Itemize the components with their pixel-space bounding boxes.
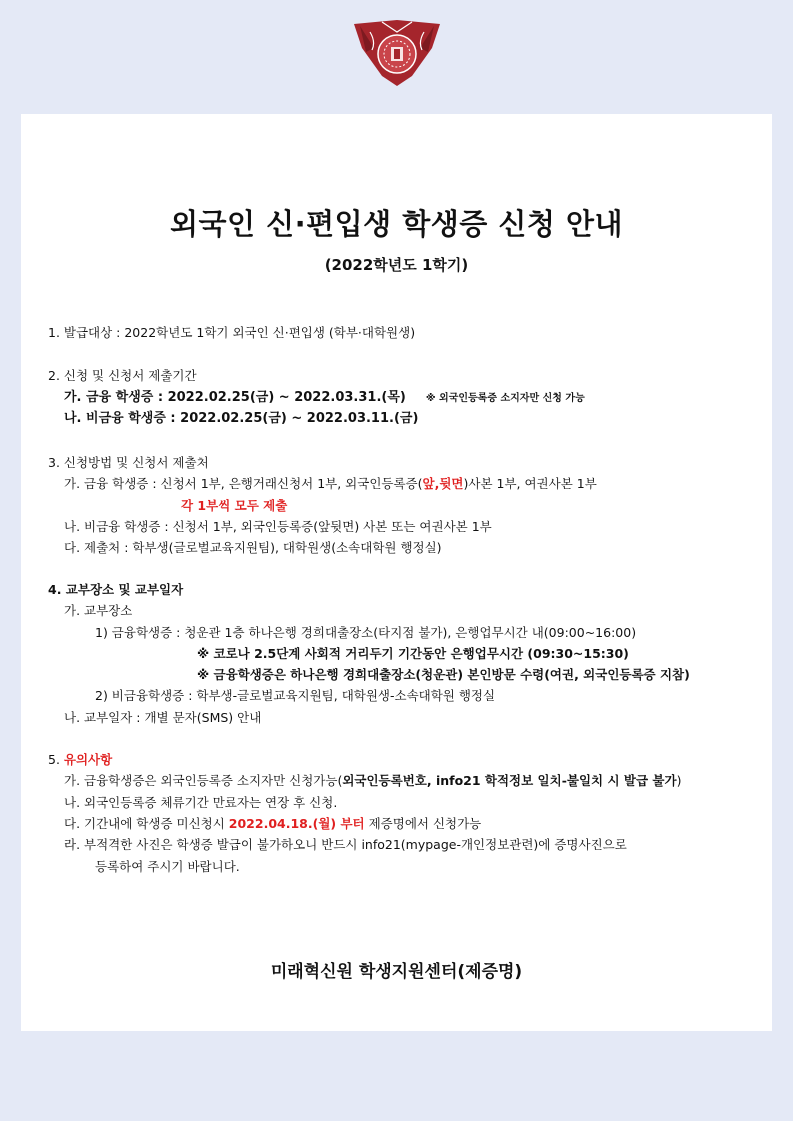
section-3-nonfinancial-docs: 나. 비금융 학생증 : 신청서 1부, 외국인등록증(앞뒷면) 사본 또는 여권사본 1부 bbox=[64, 519, 492, 534]
item-c-pre: 다. 기간내에 학생증 미신청시 bbox=[64, 816, 229, 831]
section-2-nonfinancial-period: 나. 비금융 학생증 : 2022.02.25(금) ~ 2022.03.11.(금) bbox=[64, 411, 419, 426]
section-4-place-label: 가. 교부장소 bbox=[64, 603, 133, 618]
document-page bbox=[21, 114, 772, 1031]
section-4-nonfinancial-place: 2) 비금융학생증 : 학부생-글로벌교육지원팀, 대학원생-소속대학원 행정실 bbox=[95, 688, 496, 703]
section-4-financial-place: 1) 금융학생증 : 청운관 1층 하나은행 경희대출장소(타지점 불가), 은행업무시간 내(09:00~16:00) bbox=[95, 625, 637, 640]
section-2-heading: 2. 신청 및 신청서 제출기간 bbox=[48, 368, 197, 383]
item-a-post: ) bbox=[676, 773, 682, 788]
financial-docs-pre: 가. 금융 학생증 : 신청서 1부, 은행거래신청서 1부, 외국인등록증( bbox=[64, 476, 423, 491]
section-4-covid-hours-note: ※ 코로나 2.5단계 사회적 거리두기 기간동안 은행업무시간 (09:30~15:30) bbox=[197, 646, 629, 661]
section-5-item-a bbox=[64, 772, 681, 790]
section-5-heading bbox=[48, 751, 112, 769]
item-a-bold: 외국인등록번호, info21 학적정보 일치-불일치 시 발급 불가 bbox=[342, 773, 677, 788]
section-3-submission-office: 다. 제출처 : 학부생(글로벌교육지원팀), 대학원생(소속대학원 행정실) bbox=[64, 540, 442, 555]
financial-period-note: ※ 외국인등록증 소지자만 신청 가능 bbox=[425, 393, 585, 404]
section-4-in-person-note: ※ 금융학생증은 하나은행 경희대출장소(청운관) 본인방문 수령(여권, 외국인등록증 지참) bbox=[197, 667, 690, 682]
issuer-footer: 미래혁신원 학생지원센터(제증명) bbox=[270, 962, 523, 982]
section-2-financial-period bbox=[64, 389, 585, 408]
document-subtitle: (2022학년도 1학기) bbox=[324, 256, 469, 274]
section-3-financial-docs bbox=[64, 475, 597, 493]
section-5-item-d-line1: 라. 부적격한 사진은 학생증 발급이 불가하오니 반드시 info21(mypage-개인정보관련)에 증명사진으로 bbox=[64, 837, 627, 852]
item-c-post: 제증명에서 신청가능 bbox=[364, 816, 482, 831]
university-emblem-icon bbox=[352, 18, 442, 88]
section-5-item-d-line2: 등록하여 주시기 바랍니다. bbox=[95, 859, 240, 874]
financial-docs-post: )사본 1부, 여권사본 1부 bbox=[463, 476, 597, 491]
item-a-pre: 가. 금융학생증은 외국인등록증 소지자만 신청가능( bbox=[64, 773, 343, 788]
financial-period-text: 가. 금융 학생증 : 2022.02.25(금) ~ 2022.03.31.(목) bbox=[64, 390, 406, 405]
financial-docs-highlight: 앞,뒷면 bbox=[422, 476, 464, 491]
section-3-heading: 3. 신청방법 및 신청서 제출처 bbox=[48, 455, 209, 470]
section-5-item-c bbox=[64, 815, 481, 833]
section-5-item-b: 나. 외국인등록증 체류기간 만료자는 연장 후 신청. bbox=[64, 795, 338, 810]
section-4-heading: 4. 교부장소 및 교부일자 bbox=[48, 582, 184, 597]
section-5-number: 5. bbox=[48, 752, 64, 767]
document-title: 외국인 신·편입생 학생증 신청 안내 bbox=[169, 207, 624, 241]
section-5-title: 유의사항 bbox=[63, 752, 113, 767]
section-1-eligibility: 1. 발급대상 : 2022학년도 1학기 외국인 신·편입생 (학부·대학원생) bbox=[48, 325, 416, 340]
section-3-submit-all-notice: 각 1부씩 모두 제출 bbox=[181, 498, 288, 513]
item-c-date: 2022.04.18.(월) 부터 bbox=[228, 816, 365, 831]
section-4-date: 나. 교부일자 : 개별 문자(SMS) 안내 bbox=[64, 710, 262, 725]
